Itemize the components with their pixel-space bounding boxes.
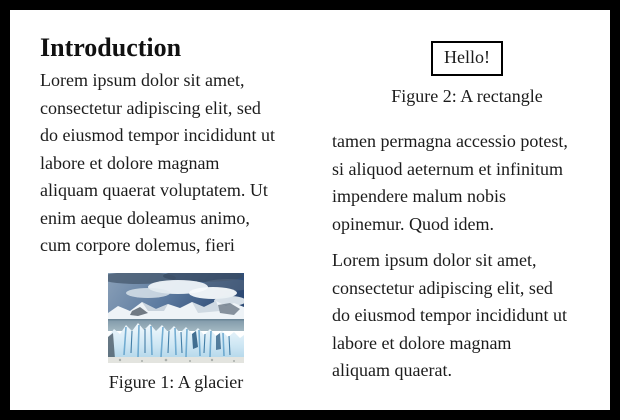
- text-line: Lorem ipsum dolor sit amet,: [40, 70, 245, 90]
- text-line: enim aeque doleamus animo,: [40, 207, 250, 228]
- text-line: Lorem ipsum dolor sit amet,: [332, 250, 537, 270]
- text-line: labore et dolore magnam: [40, 152, 220, 173]
- text-line: opinemur. Quod idem.: [332, 213, 494, 234]
- right-column: [332, 32, 602, 385]
- hello-rectangle-label: Hello!: [444, 47, 490, 67]
- text-line: labore et dolore magnam: [332, 332, 512, 353]
- figure-1: [40, 273, 312, 393]
- text-line: aliquam quaerat voluptatem. Ut: [40, 180, 268, 200]
- text-line: cum corpore dolemus, fieri: [40, 235, 235, 255]
- section-heading: Introduction: [40, 33, 182, 62]
- intro-paragraph: [40, 67, 312, 260]
- text-line: do eiusmod tempor incididunt ut: [332, 305, 567, 325]
- text-line: do eiusmod tempor incididunt ut: [40, 125, 275, 145]
- body-paragraph-2: [332, 247, 602, 385]
- left-column: [40, 32, 312, 393]
- glacier-photo: [108, 273, 244, 363]
- figure-2-caption: Figure 2: A rectangle: [391, 86, 543, 106]
- text-line: aliquam quaerat.: [332, 360, 452, 380]
- hello-rectangle: [431, 41, 503, 76]
- figure-2: [332, 41, 602, 107]
- text-line: si aliquod aeternum et infinitum: [332, 158, 563, 179]
- body-paragraph-1: [332, 128, 602, 238]
- text-line: consectetur adipiscing elit, sed: [332, 277, 553, 298]
- text-line: consectetur adipiscing elit, sed: [40, 97, 261, 118]
- figure-1-caption: Figure 1: A glacier: [108, 371, 244, 392]
- text-line: impendere malum nobis: [332, 186, 506, 206]
- text-line: tamen permagna accessio potest,: [332, 131, 568, 151]
